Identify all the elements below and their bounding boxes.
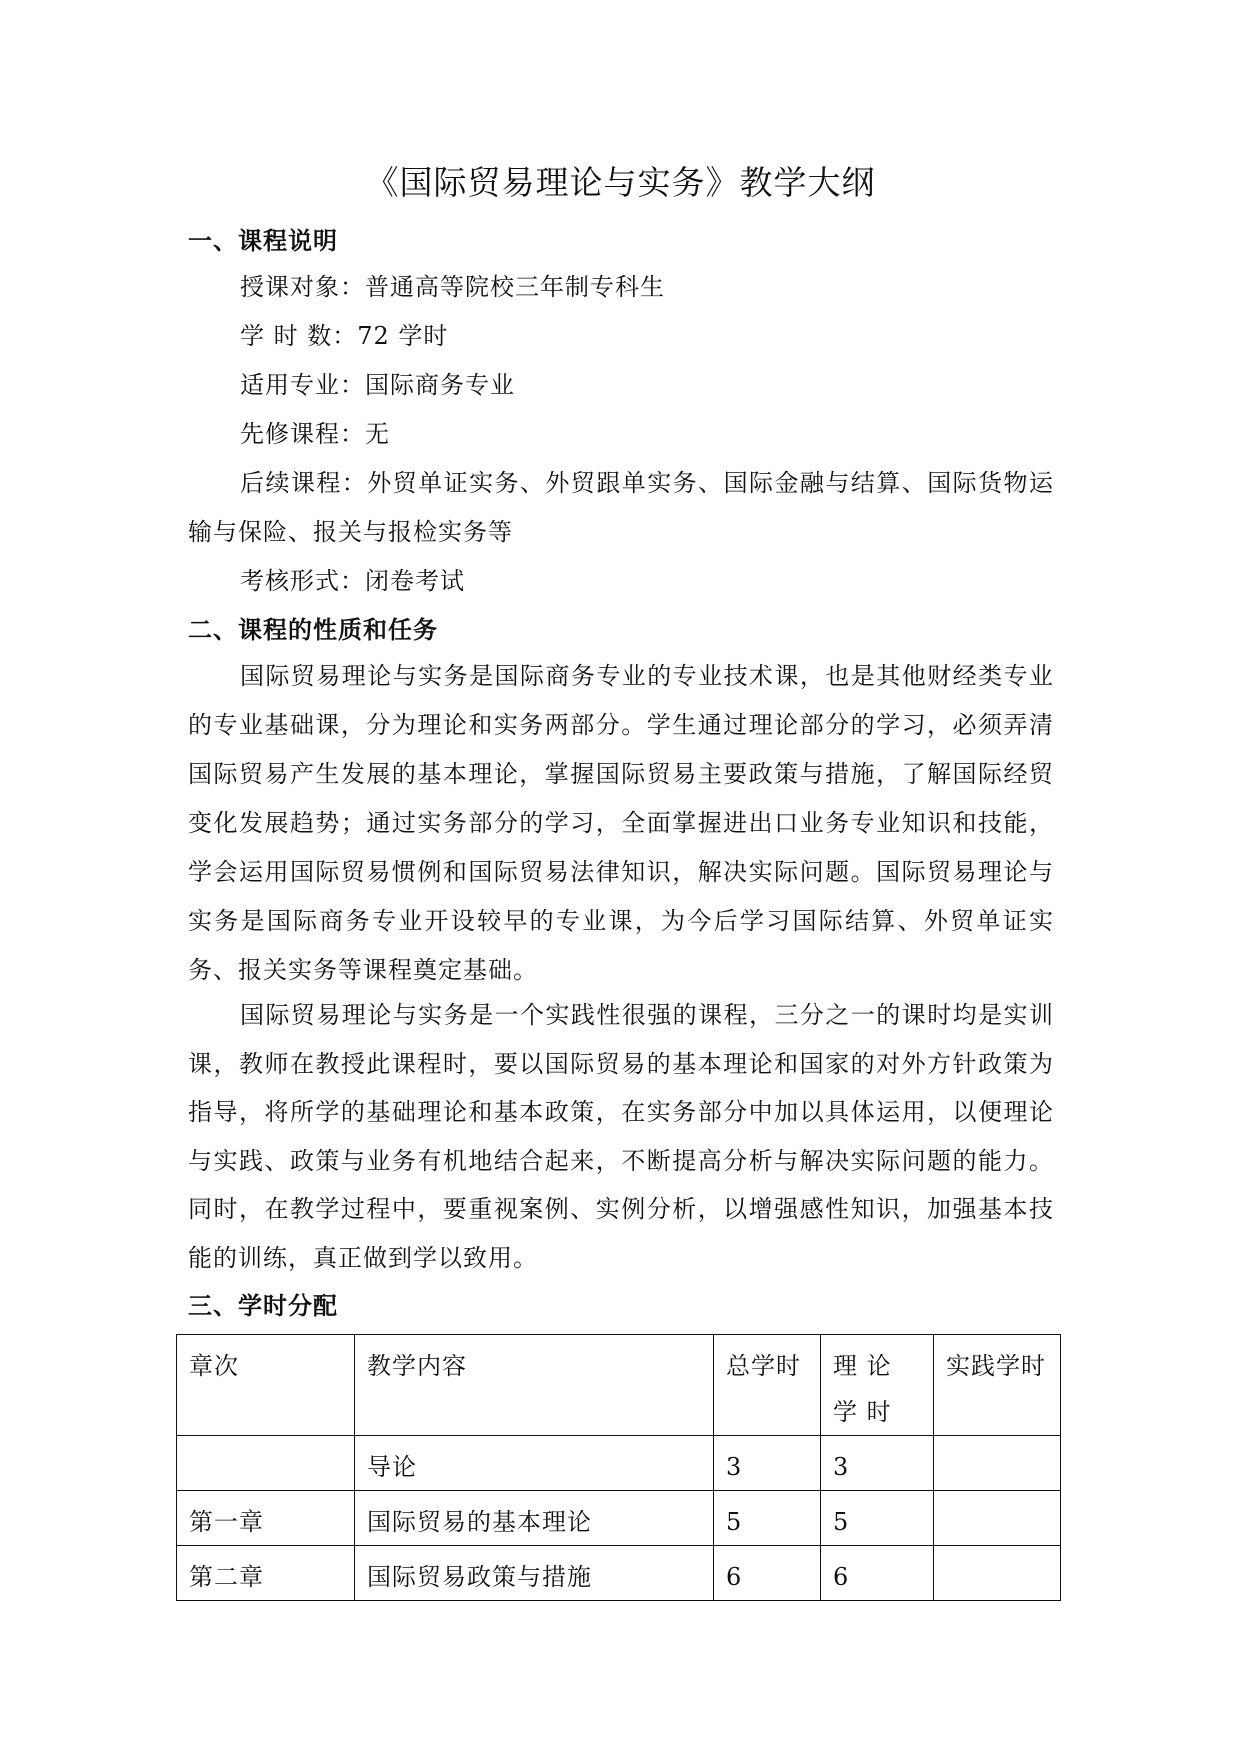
table-cell: 导论 [355, 1436, 714, 1491]
table-header-cell: 教学内容 [355, 1335, 714, 1436]
table-header-cell: 理 论 学 时 [821, 1335, 934, 1436]
info-line-audience: 授课对象：普通高等院校三年制专科生 [240, 273, 665, 301]
info-line-followup-courses: 后续课程：外贸单证实务、外贸跟单实务、国际金融与结算、国际货物运输与保险、报关与报检实务等 [188, 469, 1054, 546]
section-heading-hour-allocation: 三、学时分配 [188, 1292, 338, 1320]
info-line-major: 适用专业：国际商务专业 [240, 371, 515, 399]
table-cell: 第二章 [177, 1546, 355, 1601]
table-cell [934, 1436, 1061, 1491]
section-heading-nature-and-tasks: 二、课程的性质和任务 [188, 616, 438, 644]
table-cell [177, 1436, 355, 1491]
info-line-hours: 学 时 数：72 学时 [240, 322, 449, 350]
table-cell: 6 [714, 1546, 821, 1601]
table-cell: 3 [714, 1436, 821, 1491]
table-header-row [177, 1335, 1061, 1436]
table-cell: 国际贸易的基本理论 [355, 1491, 714, 1546]
table-cell: 5 [714, 1491, 821, 1546]
table-cell [934, 1546, 1061, 1601]
table-header-cell: 总学时 [714, 1335, 821, 1436]
table-header-cell: 章次 [177, 1335, 355, 1436]
table-cell: 6 [821, 1546, 934, 1601]
section-heading-course-description: 一、课程说明 [188, 227, 338, 255]
table-row [177, 1436, 1061, 1491]
table-cell: 国际贸易政策与措施 [355, 1546, 714, 1601]
table-header-cell: 实践学时 [934, 1335, 1061, 1436]
table-cell: 5 [821, 1491, 934, 1546]
paragraph-teaching-approach: 国际贸易理论与实务是一个实践性很强的课程，三分之一的课时均是实训课，教师在教授此课程时，要以国际贸易的基本理论和国家的对外方针政策为指导，将所学的基础理论和基本政策，在实务部分中加以具体运用，以便理论与实践、政策与业务有机地结合起来，不断提高分析与解决实际问题的能力。同时，在教学过程中，要重视案例、实例分析，以增强感性知识，加强基本技能的训练，真正做到学以致用。 [188, 1001, 1054, 1272]
info-line-assessment: 考核形式：闭卷考试 [240, 567, 465, 595]
table-row [177, 1491, 1061, 1546]
hour-allocation-table [176, 1334, 1061, 1601]
table-cell: 3 [821, 1436, 934, 1491]
table-cell: 第一章 [177, 1491, 355, 1546]
table-cell [934, 1491, 1061, 1546]
table-row [177, 1546, 1061, 1601]
document-title: 《国际贸易理论与实务》教学大纲 [365, 163, 876, 202]
info-line-prerequisite: 先修课程：无 [240, 420, 390, 448]
paragraph-nature: 国际贸易理论与实务是国际商务专业的专业技术课，也是其他财经类专业的专业基础课，分为理论和实务两部分。学生通过理论部分的学习，必须弄清国际贸易产生发展的基本理论，掌握国际贸易主要政策与措施，了解国际经贸变化发展趋势；通过实务部分的学习，全面掌握进出口业务专业知识和技能，学会运用国际贸易惯例和国际贸易法律知识，解决实际问题。国际贸易理论与实务是国际商务专业开设较早的专业课，为今后学习国际结算、外贸单证实务、报关实务等课程奠定基础。 [188, 662, 1054, 984]
